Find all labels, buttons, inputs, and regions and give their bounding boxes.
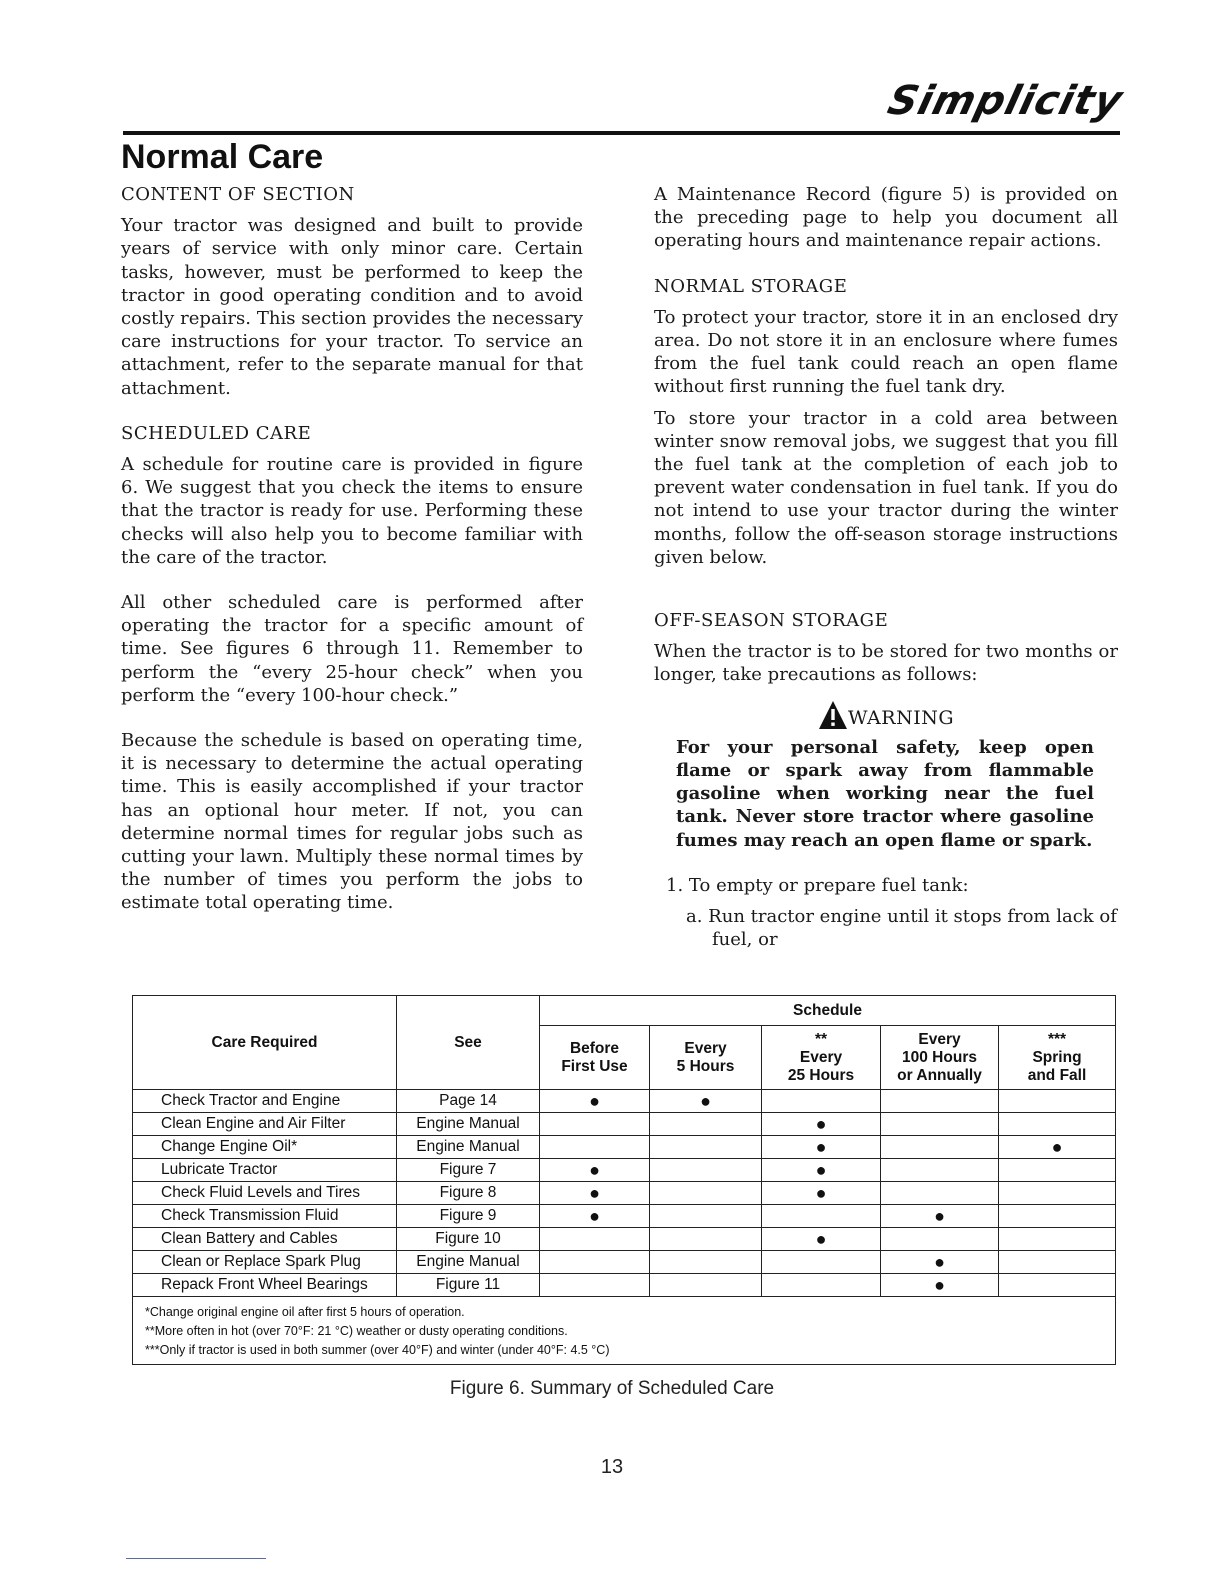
care-cell: Check Tractor and Engine	[133, 1090, 397, 1113]
schedule-dot: ●	[881, 1205, 999, 1228]
warning-label: WARNING	[847, 706, 955, 729]
see-cell: Engine Manual	[397, 1113, 540, 1136]
table-row	[133, 1136, 1116, 1159]
header-see: See	[397, 996, 540, 1090]
table-row	[133, 1090, 1116, 1113]
footnote-3: ***Only if tractor is used in both summer (over 40°F) and winter (under 40°F: 4.5 °C)	[145, 1343, 610, 1357]
left-column	[121, 183, 583, 915]
header-rule	[123, 131, 1120, 135]
see-cell: Figure 8	[397, 1182, 540, 1205]
care-cell: Lubricate Tractor	[133, 1159, 397, 1182]
scheduled-paragraph-1: A schedule for routine care is provided in figure 6. We suggest that you check the items to ensure that the tractor is ready for use. Performing these checks will also help you to become familiar with the care of the tractor.	[121, 454, 583, 568]
table-row	[133, 1251, 1116, 1274]
care-cell: Check Transmission Fluid	[133, 1205, 397, 1228]
step-1a: a. Run tractor engine until it stops from lack of fuel, or	[686, 906, 1117, 951]
see-cell: Figure 10	[397, 1228, 540, 1251]
schedule-dot: ●	[540, 1159, 650, 1182]
header-schedule: Schedule	[540, 996, 1116, 1026]
care-cell: Clean or Replace Spark Plug	[133, 1251, 397, 1274]
schedule-dot: ●	[762, 1228, 881, 1251]
offseason-storage-heading: OFF-SEASON STORAGE	[654, 610, 889, 632]
see-cell: Figure 11	[397, 1274, 540, 1297]
schedule-dot: ●	[999, 1136, 1116, 1159]
offseason-paragraph: When the tractor is to be stored for two months or longer, take precautions as follows:	[654, 641, 1118, 686]
footer-rule	[126, 1558, 266, 1559]
scheduled-paragraph-3: Because the schedule is based on operating time, it is necessary to determine the actual operating time. This is easily accomplished if your tractor has an optional hour meter. If not, you can determine normal times for regular jobs such as cutting your lawn. Multiply these normal times by the number of times you perform the jobs to estimate total operating time.	[121, 730, 583, 914]
warning-heading	[654, 700, 1118, 730]
see-cell: Figure 7	[397, 1159, 540, 1182]
normal-storage-heading: NORMAL STORAGE	[654, 275, 848, 297]
header-every-5-hours: Every 5 Hours	[650, 1026, 762, 1090]
figure-caption: Figure 6. Summary of Scheduled Care	[449, 1378, 775, 1399]
schedule-dot: ●	[881, 1274, 999, 1297]
schedule-dot: ●	[650, 1090, 762, 1113]
see-cell: Figure 9	[397, 1205, 540, 1228]
care-cell: Change Engine Oil*	[133, 1136, 397, 1159]
header-care-required: Care Required	[133, 996, 397, 1090]
schedule-dot: ●	[762, 1113, 881, 1136]
content-heading: CONTENT OF SECTION	[121, 184, 355, 205]
schedule-dot: ●	[540, 1205, 650, 1228]
schedule-dot: ●	[540, 1090, 650, 1113]
care-cell: Clean Battery and Cables	[133, 1228, 397, 1251]
footnote-2: **More often in hot (over 70°F: 21 °C) weather or dusty operating conditions.	[145, 1324, 568, 1338]
table-row	[133, 1113, 1116, 1136]
warning-text: For your personal safety, keep open flame or spark away from flammable gasoline when working near the fuel tank. Never store tractor where gasoline fumes may reach an open flame or spark.	[676, 736, 1094, 851]
schedule-dot: ●	[881, 1251, 999, 1274]
care-cell: Clean Engine and Air Filter	[133, 1113, 397, 1136]
right-column	[654, 183, 1118, 951]
schedule-dot: ●	[540, 1182, 650, 1205]
table-row	[133, 1205, 1116, 1228]
scheduled-care-table	[132, 995, 1116, 1365]
header-every-25-hours: ** Every 25 Hours	[762, 1026, 881, 1090]
brand-logo: Simplicity	[883, 78, 1128, 124]
see-cell: Engine Manual	[397, 1251, 540, 1274]
normal-storage-paragraph-2: To store your tractor in a cold area between winter snow removal jobs, we suggest that you fill the fuel tank at the completion of each job to prevent water condensation in fuel tank. If you do not intend to use your tractor during the winter months, follow the off-season storage instructions given below.	[654, 407, 1118, 568]
maintenance-record-paragraph: A Maintenance Record (figure 5) is provided on the preceding page to help you document all operating hours and maintenance repair actions.	[654, 184, 1118, 252]
table-row	[133, 1182, 1116, 1205]
care-cell: Repack Front Wheel Bearings	[133, 1274, 397, 1297]
content-paragraph: Your tractor was designed and built to provide years of service with only minor care. Certain tasks, however, must be performed to keep the tractor in good operating condition and to avoid costly repairs. This section provides the necessary care instructions for your tractor. To service an attachment, refer to the separate manual for that attachment.	[121, 215, 583, 399]
normal-storage-paragraph-1: To protect your tractor, store it in an enclosed dry area. Do not store it in an enclosure where fumes from the fuel tank could reach an open flame without first running the fuel tank dry.	[654, 306, 1118, 398]
warning-triangle-icon	[818, 700, 848, 730]
schedule-dot: ●	[762, 1182, 881, 1205]
table-footnotes	[133, 1297, 1116, 1365]
step-1: 1. To empty or prepare fuel tank:	[666, 874, 969, 896]
see-cell: Page 14	[397, 1090, 540, 1113]
see-cell: Engine Manual	[397, 1136, 540, 1159]
header-before-first-use: Before First Use	[540, 1026, 650, 1090]
scheduled-care-heading: SCHEDULED CARE	[121, 422, 312, 444]
table-row	[133, 1159, 1116, 1182]
footnote-1: *Change original engine oil after first 5 hours of operation.	[145, 1305, 465, 1319]
page-title: Normal Care	[121, 138, 324, 176]
schedule-dot: ●	[762, 1159, 881, 1182]
schedule-dot: ●	[762, 1136, 881, 1159]
table-row	[133, 1228, 1116, 1251]
header-spring-and-fall: *** Spring and Fall	[999, 1026, 1116, 1090]
page-number: 13	[600, 1456, 624, 1478]
scheduled-paragraph-2: All other scheduled care is performed after operating the tractor for a specific amount of time. See figures 6 through 11. Remember to perform the “every 25-hour check” when you perform the “every 100-hour check.”	[121, 592, 583, 706]
header-every-100-hours: Every 100 Hours or Annually	[881, 1026, 999, 1090]
care-cell: Check Fluid Levels and Tires	[133, 1182, 397, 1205]
table-row	[133, 1274, 1116, 1297]
